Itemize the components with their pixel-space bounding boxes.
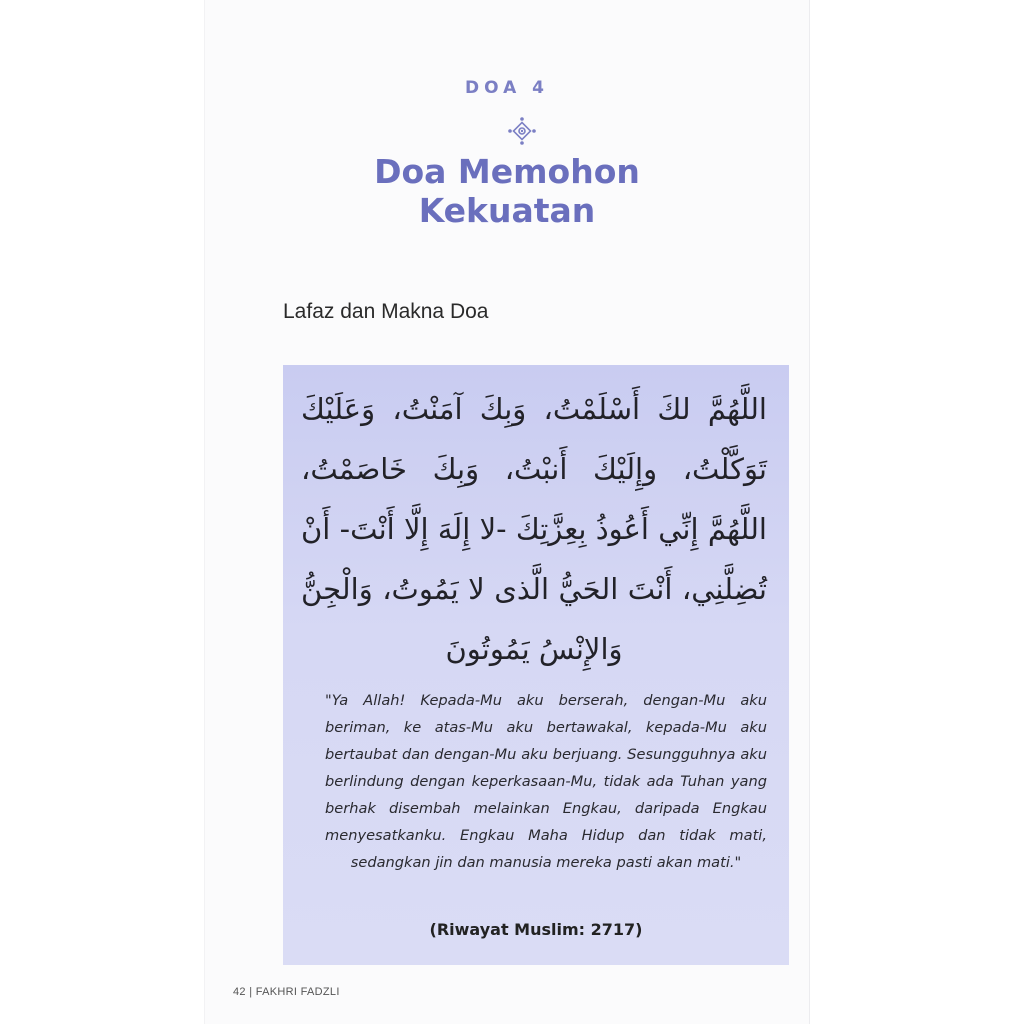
- book-page: [205, 0, 809, 1024]
- floral-ornament-icon: [507, 116, 537, 146]
- prayer-translation: "Ya Allah! Kepada-Mu aku berserah, dengan-Mu aku beriman, ke atas-Mu aku bertawakal, kepada-Mu aku bertaubat dan dengan-Mu aku berjuang. Sesungguhnya aku berlindung dengan keperkasaan-Mu, tidak ada Tuhan yang berhak disembah melainkan Engkau, daripada Engkau menyesatkanku. Engkau Maha Hidup dan tidak mati, sedangkan jin dan manusia mereka pasti akan mati.": [325, 692, 767, 871]
- chapter-label: DOA 4: [464, 78, 549, 98]
- prayer-box: [283, 365, 789, 965]
- hadith-reference: (Riwayat Muslim: 2717): [429, 920, 643, 939]
- arabic-prayer-text: اللَّهُمَّ لكَ أَسْلَمْتُ، وَبِكَ آمَنْتُ، وَعَلَيْكَ تَوَكَّلْتُ، وإِلَيْكَ أَنبْتُ، وَبِكَ خَاصَمْتُ، اللَّهُمَّ إِنِّي أَعُوذُ بِعِزَّتِكَ -لا إِلَهَ إِلَّا أَنْتَ- أَنْ تُضِلَّنِي، أَنْتَ الحَيُّ الَّذى لا يَمُوتُ، وَالْجِنُّ وَالإِنْسُ يَمُوتُونَ: [301, 392, 767, 666]
- page-title: [205, 152, 809, 230]
- title-line-1: Doa Memohon: [374, 152, 640, 191]
- page-footer: 42 | FAKHRI FADZLI: [233, 986, 340, 998]
- section-heading: Lafaz dan Makna Doa: [283, 300, 489, 323]
- title-line-2: Kekuatan: [418, 191, 596, 230]
